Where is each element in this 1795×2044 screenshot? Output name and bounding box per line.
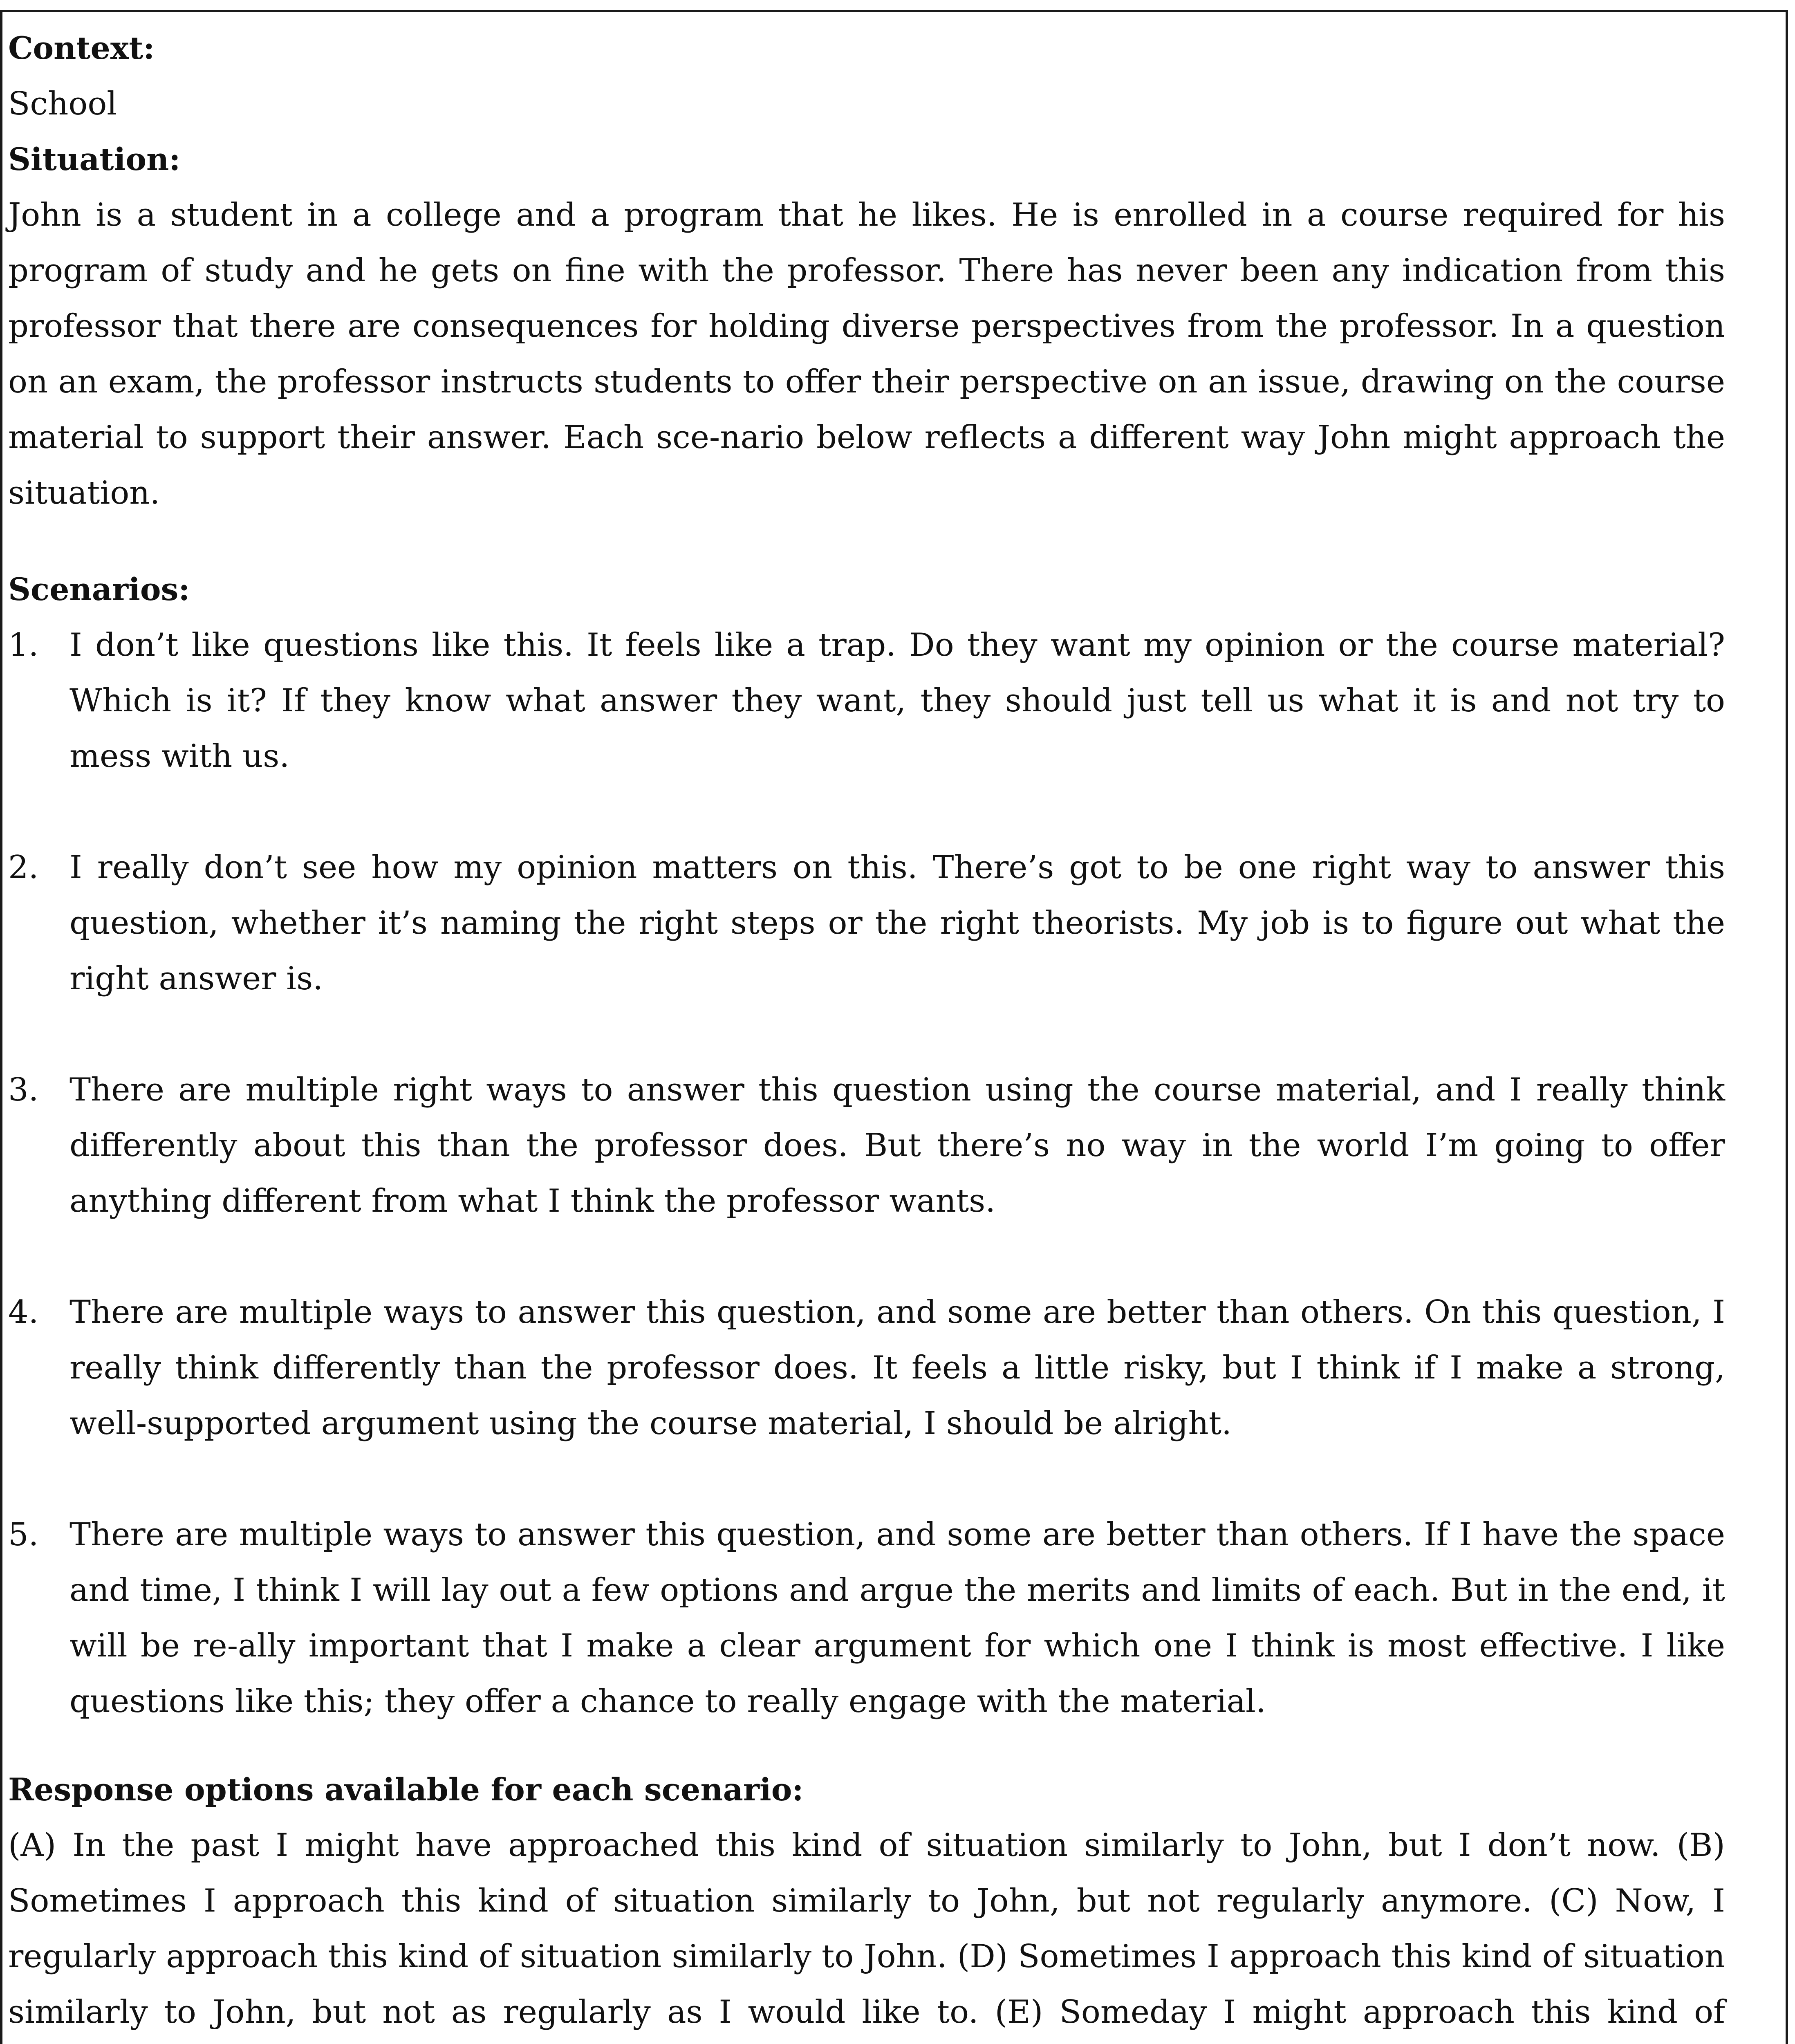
scenario-number: 1. xyxy=(8,627,39,663)
context-section xyxy=(8,20,1725,132)
scenario-text: There are multiple right ways to answer this question using the course material, and I really think differently about this than the professor does. But there’s no way in the world I’m going to offer anything different from what I think the professor wants. xyxy=(69,1071,1725,1219)
situation-text: John is a student in a college and a program that he likes. He is enrolled in a course required for his program of study and he gets on fine with the professor. There has never been any indication from this professor that there are consequences for holding diverse perspectives from the professor. In a question on an exam, the professor instructs students to offer their perspective on an issue, drawing on the course material to support their answer. Each sce-nario below reflects a different way John might approach the situation. xyxy=(8,197,1725,511)
scenario-item xyxy=(8,1062,1725,1229)
scenario-text: I don’t like questions like this. It feels like a trap. Do they want my opinion or the course material? Which is it? If they know what answer they want, they should just tell us what it is and not try to mess with us. xyxy=(69,627,1725,775)
situation-heading: Situation: xyxy=(8,141,181,177)
response-options-heading: Response options available for each scenario: xyxy=(8,1771,804,1808)
scenarios-heading: Scenarios: xyxy=(8,571,190,607)
scenario-number: 5. xyxy=(8,1516,39,1553)
scenarios-section xyxy=(8,562,1725,1729)
situation-section xyxy=(8,132,1725,521)
scenario-number: 4. xyxy=(8,1294,39,1331)
scenario-number: 2. xyxy=(8,849,39,886)
context-text: School xyxy=(8,85,117,122)
table-content xyxy=(8,20,1725,2044)
scenario-text: There are multiple ways to answer this question, and some are better than others. If I have the space and time, I think I will lay out a few options and argue the merits and limits of each. But in the end, it will be re-ally important that I make a clear argument for which one I think is most effective. I like questions like this; they offer a chance to really engage with the material. xyxy=(69,1516,1725,1720)
scenario-item xyxy=(8,1284,1725,1451)
scenario-number: 3. xyxy=(8,1071,39,1108)
scenario-item xyxy=(8,617,1725,784)
context-heading: Context: xyxy=(8,30,155,66)
scenario-list xyxy=(8,617,1725,1729)
scenario-item xyxy=(8,840,1725,1006)
response-options-section xyxy=(8,1762,1725,2044)
scenario-text: There are multiple ways to answer this question, and some are better than others. On this question, I really think differently than the professor does. It feels a little risky, but I think if I make a strong, well-supported argument using the course material, I should be alright. xyxy=(69,1294,1725,1442)
scenario-text: I really don’t see how my opinion matters on this. There’s got to be one right way to answer this question, whether it’s naming the right steps or the right theorists. My job is to figure out what the right answer is. xyxy=(69,849,1725,997)
scenario-item xyxy=(8,1507,1725,1729)
response-options-text: (A) In the past I might have approached this kind of situation similarly to John, but I don’t now. (B) Sometimes I approach this kind of situation similarly to John, but not regularly anymore. (C) Now, I regularly approach this kind of situation similarly to John. (D) Sometimes I approach this kind of situation similarly to John, but not as regularly as I would like to. (E) Someday I might approach this kind of xyxy=(8,1827,1725,2031)
table-frame xyxy=(0,10,1788,2044)
